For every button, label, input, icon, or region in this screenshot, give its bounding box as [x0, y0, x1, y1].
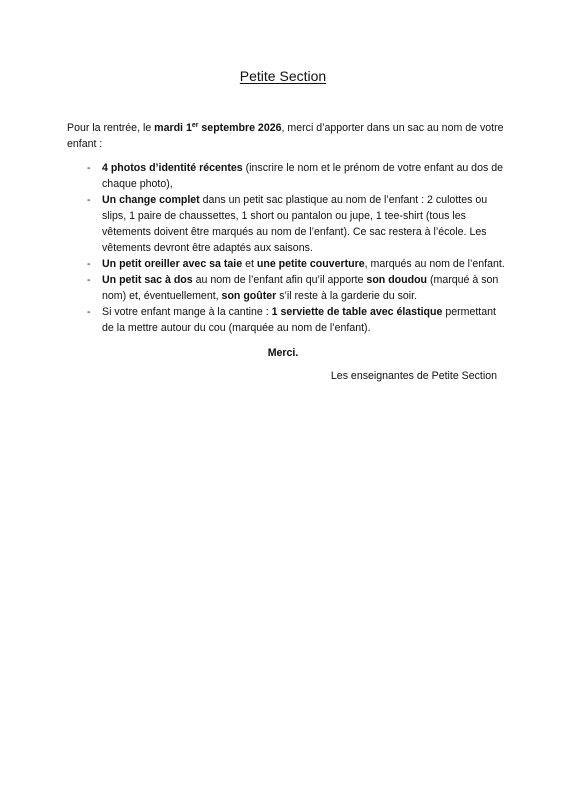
page-title: Petite Section	[239, 68, 327, 84]
item-bold-text: Un petit sac à dos	[102, 274, 193, 286]
bullet-dash: -	[87, 194, 91, 206]
intro-date-day: mardi 1	[154, 122, 192, 134]
intro-paragraph	[67, 120, 507, 152]
intro-text-before: Pour la rentrée, le	[67, 122, 155, 134]
item-bold-text: son doudou	[366, 274, 428, 286]
item-bold-text: 4 photos d’identité récentes	[102, 162, 243, 174]
intro-date-superscript: er	[191, 122, 199, 129]
item-text: au nom de l’enfant afin qu’il apporte	[192, 274, 367, 286]
list-item	[67, 192, 507, 256]
item-bold-text: 1 serviette de table avec élastique	[271, 306, 443, 318]
item-text: dans un petit sac plastique au nom de l’enfant : 2 culottes ou slips, 1 paire de chaussettes, 1 short ou pantalon ou jupe, 1 tee-shirt (tous les vêtements doivent être marqués au nom de l’enfant). Ce sac restera à l’école. Les vêtements devront être adaptés aux saisons.	[102, 194, 488, 254]
signature: Les enseignantes de Petite Section	[330, 370, 497, 382]
intro-date-month: septembre 2026	[198, 122, 282, 134]
item-bold-text: son goûter	[221, 290, 277, 302]
item-bold-text: Un petit oreiller avec sa taie	[102, 258, 243, 270]
item-text: permettant de la mettre autour du cou (marquée au nom de l’enfant).	[102, 306, 496, 334]
intro-text-after: , merci d’apporter dans un sac au nom de votre enfant :	[67, 122, 504, 150]
item-text: Si votre enfant mange à la cantine :	[102, 306, 272, 318]
bullet-dash: -	[87, 306, 91, 318]
item-bold-text: Un change complet	[102, 194, 200, 206]
bullet-dash: -	[87, 162, 91, 174]
bullet-dash: -	[87, 258, 91, 270]
list-item	[67, 272, 507, 304]
list-item	[67, 160, 507, 192]
item-text: (inscrire le nom et le prénom de votre enfant au dos de chaque photo),	[102, 162, 503, 190]
list-item	[67, 304, 507, 336]
item-bold-text: une petite couverture	[256, 258, 365, 270]
item-text: s’il reste à la garderie du soir.	[276, 290, 418, 302]
closing-thanks: Merci.	[267, 347, 299, 359]
item-text: , marqués au nom de l’enfant.	[364, 258, 505, 270]
bullet-dash: -	[87, 274, 91, 286]
list-item	[67, 256, 507, 272]
intro-date	[154, 122, 281, 134]
supply-list	[67, 160, 507, 336]
item-text: et	[242, 258, 257, 270]
item-text: (marqué à son nom) et, éventuellement,	[102, 274, 499, 302]
